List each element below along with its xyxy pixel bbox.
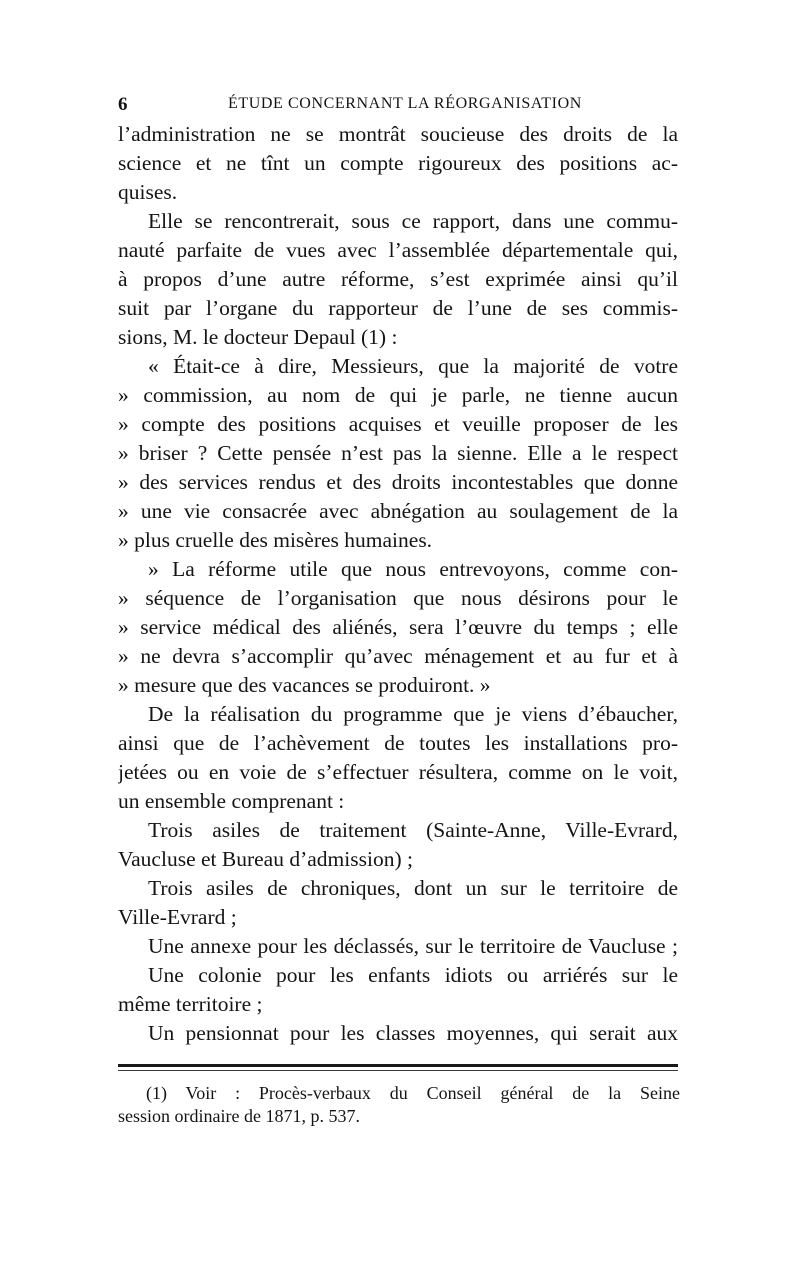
quote-line: » ne devra s’accomplir qu’avec ménagement et au fur et à [118,644,678,668]
footnote-rule [118,1064,678,1067]
footnote-rule-thin [118,1070,678,1071]
footnote [118,1082,680,1128]
text-line: sions, M. le docteur Depaul (1) : [118,325,398,349]
text-line: à propos d’une autre réforme, s’est exprimée ainsi qu’il [118,267,678,291]
footnote-line: (1) Voir : Procès-verbaux du Conseil général de la Seine [146,1083,680,1103]
list-item-line: Trois asiles de chroniques, dont un sur le territoire de [148,876,678,900]
text-line: un ensemble comprenant : [118,789,345,813]
list-item-line: Un pensionnat pour les classes moyennes, qui serait aux [148,1021,678,1045]
list-item-line: Une annexe pour les déclassés, sur le territoire de Vaucluse ; [148,934,678,958]
quote-line: » compte des positions acquises et veuille proposer de les [118,412,678,436]
text-line: De la réalisation du programme que je viens d’ébaucher, [148,702,678,726]
text-line: ainsi que de l’achèvement de toutes les installations pro- [118,731,678,755]
quote-line: » des services rendus et des droits incontestables que donne [118,470,678,494]
text-line: Elle se rencontrerait, sous ce rapport, dans une commu- [148,209,678,233]
running-title: ÉTUDE CONCERNANT LA RÉORGANISATION [228,95,582,112]
list-item-line: Trois asiles de traitement (Sainte-Anne, Ville-Evrard, [148,818,678,842]
text-line: nauté parfaite de vues avec l’assemblée départementale qui, [118,238,678,262]
list-item-line: même territoire ; [118,992,263,1016]
quote-line: » La réforme utile que nous entrevoyons, comme con- [148,557,678,581]
text-line: jetées ou en voie de s’effectuer résultera, comme on le voit, [118,760,678,784]
quote-line: » séquence de l’organisation que nous désirons pour le [118,586,678,610]
text-line: suit par l’organe du rapporteur de l’une de ses commis- [118,296,678,320]
text-line: science et ne tînt un compte rigoureux des positions ac- [118,151,678,175]
quote-line: » mesure que des vacances se produiront. » [118,673,491,697]
quote-line: » plus cruelle des misères humaines. [118,528,433,552]
quote-line: » briser ? Cette pensée n’est pas la sienne. Elle a le respect [118,441,678,465]
quote-line: » commission, au nom de qui je parle, ne tienne aucun [118,383,678,407]
page-number: 6 [118,94,128,115]
footnote-line: session ordinaire de 1871, p. 537. [118,1106,360,1126]
quote-line: » une vie consacrée avec abnégation au soulagement de la [118,499,678,523]
quote-line: « Était-ce à dire, Messieurs, que la majorité de votre [148,354,678,378]
list-item-line: Ville-Evrard ; [118,905,237,929]
list-item-line: Une colonie pour les enfants idiots ou arriérés sur le [148,963,678,987]
text-line: quises. [118,180,178,204]
quote-line: » service médical des aliénés, sera l’œuvre du temps ; elle [118,615,678,639]
text-line: l’administration ne se montrât soucieuse des droits de la [118,122,678,146]
list-item-line: Vaucluse et Bureau d’admission) ; [118,847,413,871]
body-text [118,120,678,1048]
running-head [118,94,678,118]
